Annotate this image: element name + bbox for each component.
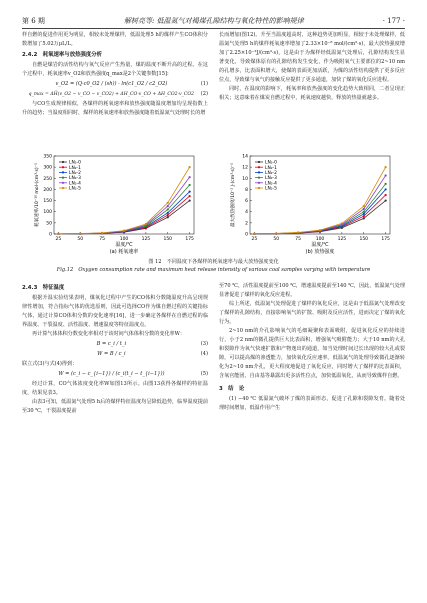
legend-label: LN₂-4 [265,181,277,187]
y-tick-label: 100 [43,210,52,216]
data-point [167,208,169,210]
x-tick-label: 125 [337,237,347,242]
data-point [167,214,169,216]
figure-12 [22,150,405,255]
data-point [189,184,191,186]
legend-marker [258,161,260,163]
page-header [22,16,405,29]
legend-marker [62,171,64,173]
data-point [341,222,343,224]
data-point [363,211,365,213]
legend-marker [258,166,260,168]
x-tick-label: 150 [359,237,369,242]
legend-label: LN₂-1 [69,165,81,171]
equation-2: q_max = ΔH̄(v_O2 − v_CO − v_CO2) + ΔH_CO·v_CO + ΔH_CO2·v_CO2 (2) [28,91,208,97]
data-point [167,212,169,214]
legend-label: LN₂-1 [265,165,277,171]
series-line [58,185,189,234]
figure-caption [22,258,405,274]
x-tick-label: 150 [163,237,173,242]
left-column-bottom [22,282,208,416]
legend-label: LN₂-4 [69,181,81,187]
data-point [101,232,103,234]
data-point [363,217,365,219]
x-tick-label: 25 [55,237,62,242]
legend-label: LN₂-5 [69,186,81,192]
right-column-bottom [219,282,405,413]
legend-marker [258,171,260,173]
data-point [297,231,299,233]
data-point [385,174,387,176]
right-column-top [219,31,405,103]
paragraph: 联立式(3)与式(4)得到： [22,361,78,367]
y-tick-label: 6 [245,199,248,205]
chart-title: (b) 放热强度 [305,249,335,255]
legend-marker [62,166,64,168]
equation-1: v_O2 = (Q·c0_O2 / (sh)) · ln(c1_O2 / c2_O2) (1) [55,81,208,87]
legend-marker [62,177,64,179]
data-point [189,195,191,197]
y-axis-label: 耗氧速率/10⁻¹⁰ mol·(cm³·s)⁻¹ [35,163,40,227]
x-tick-label: 50 [273,237,280,242]
data-point [385,166,387,168]
x-tick-label: 100 [119,237,129,242]
x-tick-label: 50 [77,237,84,242]
legend-label: LN₂-5 [265,186,277,192]
paragraph: 经过计算，CO气体浓度变化率W如图13所示。由图13获得各煤样的特征温度，结果见表3。 [22,381,208,396]
equation-4: W = B / c_i (4) [97,351,208,357]
paragraph: 根据升温实验结果表明，煤氧化过程中产生的CO体积分数随温度升高呈现规律性增加，符合指标气体的优选原则，因此可选择CO作为煤自燃过程的关键指标气体，通过计算CO体积分数的变化速率[16]，进一步确定各煤样在自燃过程的临界温度、干裂温度、活性温度、增速温度等特征温度点。 [22,295,208,328]
data-point [189,166,191,168]
paragraph: 长而增加(图12)。升至当温度超高时，这种趋势更加明显，相较于未处理煤样，低温氮气处理5 h的煤样耗氧速率增加了2.33×10⁻⁸ mol/(cm³·s)，最大放热强度增加了2.25×10⁻²J/(cm³·s)，这是由于为煤样经低温氮气处理后，孔隙结构发生显著变化，导致煤体原有的孔隙结构发生变化，作为吸附氧气主要部位的2~10 nm的孔增多，比表面积增大，使煤的表面更加活跃，为煤的活性结构提供了更多反应位点，导致煤与氧气的接触反应提供了更多通道，加快了煤的氧化反应进程。 [219,32,405,83]
header-issue: 第 6 期 [22,17,45,25]
equation-3: B = c_i / t_i (3) [96,341,208,347]
x-tick-label: 175 [185,237,194,242]
data-point [319,229,321,231]
paragraph: 综上所述，低温氮气处理促进了煤样的氧化反应，这是由于低温氮气处理改变了煤样的孔隙结构，直接影响氧气的扩散、吸附及反应活性，进而决定了煤的氧化行为。 [219,301,405,325]
legend-marker [62,161,64,163]
y-tick-label: 14 [242,154,248,160]
chart-title: (a) 耗氧速率 [109,249,139,255]
legend-label: LN₂-3 [265,176,277,182]
data-point [167,202,169,204]
y-axis-label: 最大放热强度/10⁻² J·(cm³·s)⁻¹ [231,162,236,228]
data-point [385,183,387,185]
legend-marker [258,187,260,189]
data-point [189,191,191,193]
x-tick-label: 175 [381,237,390,242]
chart-panel [229,154,390,256]
legend-marker [258,177,260,179]
data-point [385,194,387,196]
y-tick-label: 0 [49,232,52,238]
x-tick-label: 100 [315,237,325,242]
data-point [57,233,59,235]
legend-marker [62,182,64,184]
equation-5: W = (c_i − c_{i−1}) / (c_i(t_i − t_{i−1})) (5) [58,371,208,377]
legend-marker [62,187,64,189]
data-point [167,205,169,207]
data-point [123,230,125,232]
section-heading: 3 结 论 [219,386,245,392]
series-line [254,195,385,234]
data-point [189,199,191,201]
y-tick-label: 2 [245,221,248,227]
caption-en: Fig.12 Oxygen consumption rate and maximum heat release intensity of various coal samples varying with temperature [56,267,371,273]
legend-marker [258,182,260,184]
paragraph: 由表3可知，低温氮气处理5 h后的煤样特征温度均呈降低趋势，临界温度提前至30 ℃，干裂温度提前 [22,399,208,414]
data-point [167,216,169,218]
y-tick-label: 150 [43,199,52,205]
y-tick-label: 250 [43,176,52,182]
header-page: · 177 · [382,17,405,25]
data-point [145,223,147,225]
paragraph: 再计算气体体积分数变化率相对于该时间气体体积分数的变化率W： [32,331,185,337]
chart-panel [33,154,194,256]
legend-label: LN₂-3 [69,176,81,182]
data-point [253,233,255,235]
data-point [385,199,387,201]
legend-label: LN₂-2 [69,171,81,176]
legend-label: LN₂-0 [265,160,277,166]
y-tick-label: 50 [46,221,52,227]
left-column-top [22,31,208,118]
legend-label: LN₂-2 [265,171,277,176]
x-axis-label: 温度/℃ [311,242,329,248]
paragraph: 样自燃的促进作用更为明显，相较未处理煤样，低温处理5 h的煤样产生CO体积分数增加了5.02万μL/L。 [22,32,208,47]
header-title: 解树亮等: 低温氮气对褐煤孔隙结构与氧化特性的影响规律 [124,17,304,25]
data-point [363,215,365,217]
caption-zh: 图 12 不同温度下各煤样的耗氧速率与最大放热强度变化 [148,259,279,265]
data-point [363,213,365,215]
data-point [189,176,191,178]
series-line [58,196,189,234]
paragraph: 2~10 nm的介孔影响氧气的毛细凝聚和表面吸附，促进氧化反应的持续进行，小于2 nm的微孔提供巨大比表面积，增强氧气吸附能力；大于10 nm的大孔和裂隙作为氧气快速扩散和产物逸出的通道，如当处理时间过长出现的较大孔或裂隙，可以提高煤的渗透能力，加快氧化反应速率。低温氮气的处理导致微孔逐渐转化为2~10 nm介孔，更大程度地促进了氧化反应，同时增大了煤样的比表面积，含氧官能团、自由基等暴露出更多活性位点，加快低温氧化，从而导致煤样自燃。 [219,328,405,379]
paragraph: (1) −40 ℃ 低温氮气破坏了煤的表面形态，促进了孔隙和裂隙发育。随着处理时间增加，低温作用产生 [219,396,405,411]
x-axis-label: 温度/℃ [115,242,133,248]
y-tick-label: 0 [245,232,248,238]
series-line [58,201,189,234]
x-tick-label: 75 [99,237,105,242]
x-tick-label: 25 [251,237,258,242]
y-tick-label: 8 [245,187,248,193]
series-line [254,189,385,233]
y-tick-label: 350 [43,154,52,160]
y-tick-label: 10 [242,176,248,182]
paragraph: 与CO生成规律相似，各煤样的耗氧速率和放热强度随温度增加均呈现指数上升的趋势；当温度相同时，煤样的耗氧速率和放热强度随着低温氮气处理时长的增 [22,101,208,116]
legend-label: LN₂-0 [69,160,81,166]
y-tick-label: 12 [242,165,248,171]
paragraph: 至70 ℃，活性温度提前至100 ℃，增速温度提前至140 ℃，因此，低温氮气处理显著促进了煤样的氧化反应进程。 [219,283,405,298]
data-point [363,208,365,210]
x-tick-label: 125 [141,237,151,242]
y-tick-label: 300 [43,165,52,171]
y-tick-label: 4 [245,210,248,216]
section-heading: 2.4.2 耗氧速率与放热强度分析 [22,52,103,58]
data-point [385,188,387,190]
section-heading: 2.4.3 特征温度 [22,285,65,291]
paragraph: 自燃是煤岩的活性结构与氧气反应产生热量，煤的温度不断升高的过程。在这个过程中，耗氧速率v_O2和放热强度q_max是2个关键参数[15]: [22,62,208,77]
data-point [275,232,277,234]
data-point [363,205,365,207]
x-tick-label: 75 [295,237,301,242]
y-tick-label: 200 [43,187,52,193]
data-point [79,232,81,234]
paragraph: 同时，在温度的影响下，耗氧率和放热强度的变化趋势大致相同，二者呈现正相关；这意味着在煤炭自燃过程中，耗氧速度越快，释放的热量就越多。 [219,86,405,101]
